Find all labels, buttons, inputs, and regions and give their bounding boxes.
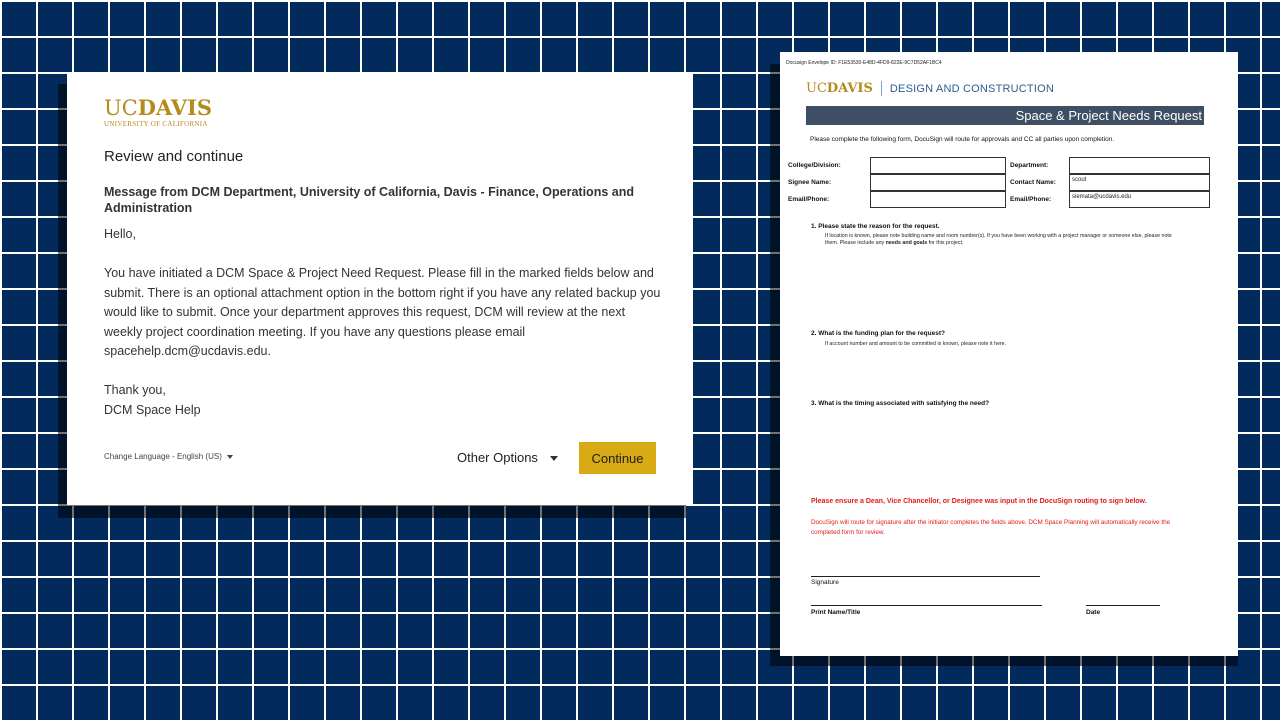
sender-signature: DCM Space Help: [104, 402, 201, 417]
routing-warning: Please ensure a Dean, Vice Chancellor, or Designee was input in the DocuSign routing to sign below.: [811, 498, 1147, 505]
department-label: Department:: [1010, 162, 1049, 169]
language-label: Change Language - English (US): [104, 452, 222, 461]
form-title: Space & Project Needs Request: [806, 106, 1204, 125]
form-document: [780, 52, 1238, 656]
message-from: Message from DCM Department, University of California, Davis - Finance, Operations and Administration: [104, 185, 634, 215]
doc-logo-uc: UC: [806, 81, 827, 96]
envelope-id: Docusign Envelope ID: F1E53530-E48D-4FD9-822E-9C7D52AF1BC4: [786, 60, 942, 66]
greeting: Hello,: [104, 227, 136, 241]
email-phone-field[interactable]: [870, 191, 1006, 208]
review-dialog: [67, 73, 693, 505]
question-2: 2. What is the funding plan for the request?: [811, 330, 945, 337]
logo-divider: [881, 81, 882, 96]
date-label: Date: [1086, 609, 1101, 616]
college-division-label: College/Division:: [788, 162, 841, 169]
print-name-line: [811, 605, 1042, 606]
message-text: You have initiated a DCM Space & Project Need Request. Please fill in the marked fields below and submit. There is an optional attachment option in the bottom right if you have any related backup you would like to submit. Once your department approves this request, DCM will review at the next weekly project coordination meeting. If you have any questions please email spacehelp.dcm@ucdavis.edu.: [104, 266, 661, 358]
other-options-dropdown[interactable]: [457, 450, 558, 465]
department-field[interactable]: [1069, 157, 1210, 174]
signature-line: [811, 576, 1040, 577]
ucdavis-logo: [104, 97, 212, 128]
question-1: 1. Please state the reason for the request.: [811, 223, 940, 230]
form-intro: Please complete the following form, DocuSign will route for approvals and CC all parties upon completion.: [810, 136, 1115, 143]
question-1-note-post: for this project.: [927, 240, 964, 246]
doc-header-logo: [806, 81, 1054, 96]
contact-name-label: Contact Name:: [1010, 179, 1056, 186]
chevron-down-icon: [227, 455, 233, 459]
question-1-note-bold: needs and goals: [885, 240, 928, 246]
college-division-field[interactable]: [870, 157, 1006, 174]
question-2-note: If account number and amount to be committed is known, please note it here.: [825, 341, 1007, 347]
info-row: [788, 174, 1208, 191]
signee-name-field[interactable]: [870, 174, 1006, 191]
email-phone-label: Email/Phone:: [788, 196, 830, 203]
contact-name-field[interactable]: scout: [1069, 174, 1210, 191]
routing-warning-note: DocuSign will route for signature after the initiator completes the fields above. DCM Space Planning will automatically receive the completed form for review.: [811, 519, 1171, 536]
other-options-label: Other Options: [457, 450, 538, 465]
question-1-note: [825, 233, 1175, 247]
signee-name-label: Signee Name:: [788, 179, 831, 186]
contact-email-phone-label: Email/Phone:: [1010, 196, 1052, 203]
date-line: [1086, 605, 1160, 606]
info-row: [788, 157, 1208, 174]
chevron-down-icon: [550, 456, 558, 461]
print-name-label: Print Name/Title: [811, 609, 861, 616]
closing: Thank you,: [104, 383, 166, 397]
logo-davis: DAVIS: [137, 95, 213, 120]
question-3: 3. What is the timing associated with satisfying the need?: [811, 400, 990, 407]
contact-email-phone-field[interactable]: siemata@ucdavis.edu: [1069, 191, 1210, 208]
dialog-title: Review and continue: [104, 148, 244, 165]
message-body: [104, 225, 664, 420]
logo-subtitle: UNIVERSITY OF CALIFORNIA: [104, 120, 208, 128]
info-row: [788, 191, 1208, 208]
question-1-note-pre: If location is known, please note building name and room number(s). If you have been working with a project manager or someone else, please note them. Please include any: [825, 233, 1172, 246]
signature-label: Signature: [811, 579, 839, 586]
doc-logo-davis: DAVIS: [826, 81, 873, 96]
logo-uc: UC: [104, 96, 138, 120]
doc-logo-unit: DESIGN AND CONSTRUCTION: [889, 82, 1055, 95]
change-language-dropdown[interactable]: [104, 452, 233, 461]
continue-button[interactable]: Continue: [579, 442, 656, 474]
